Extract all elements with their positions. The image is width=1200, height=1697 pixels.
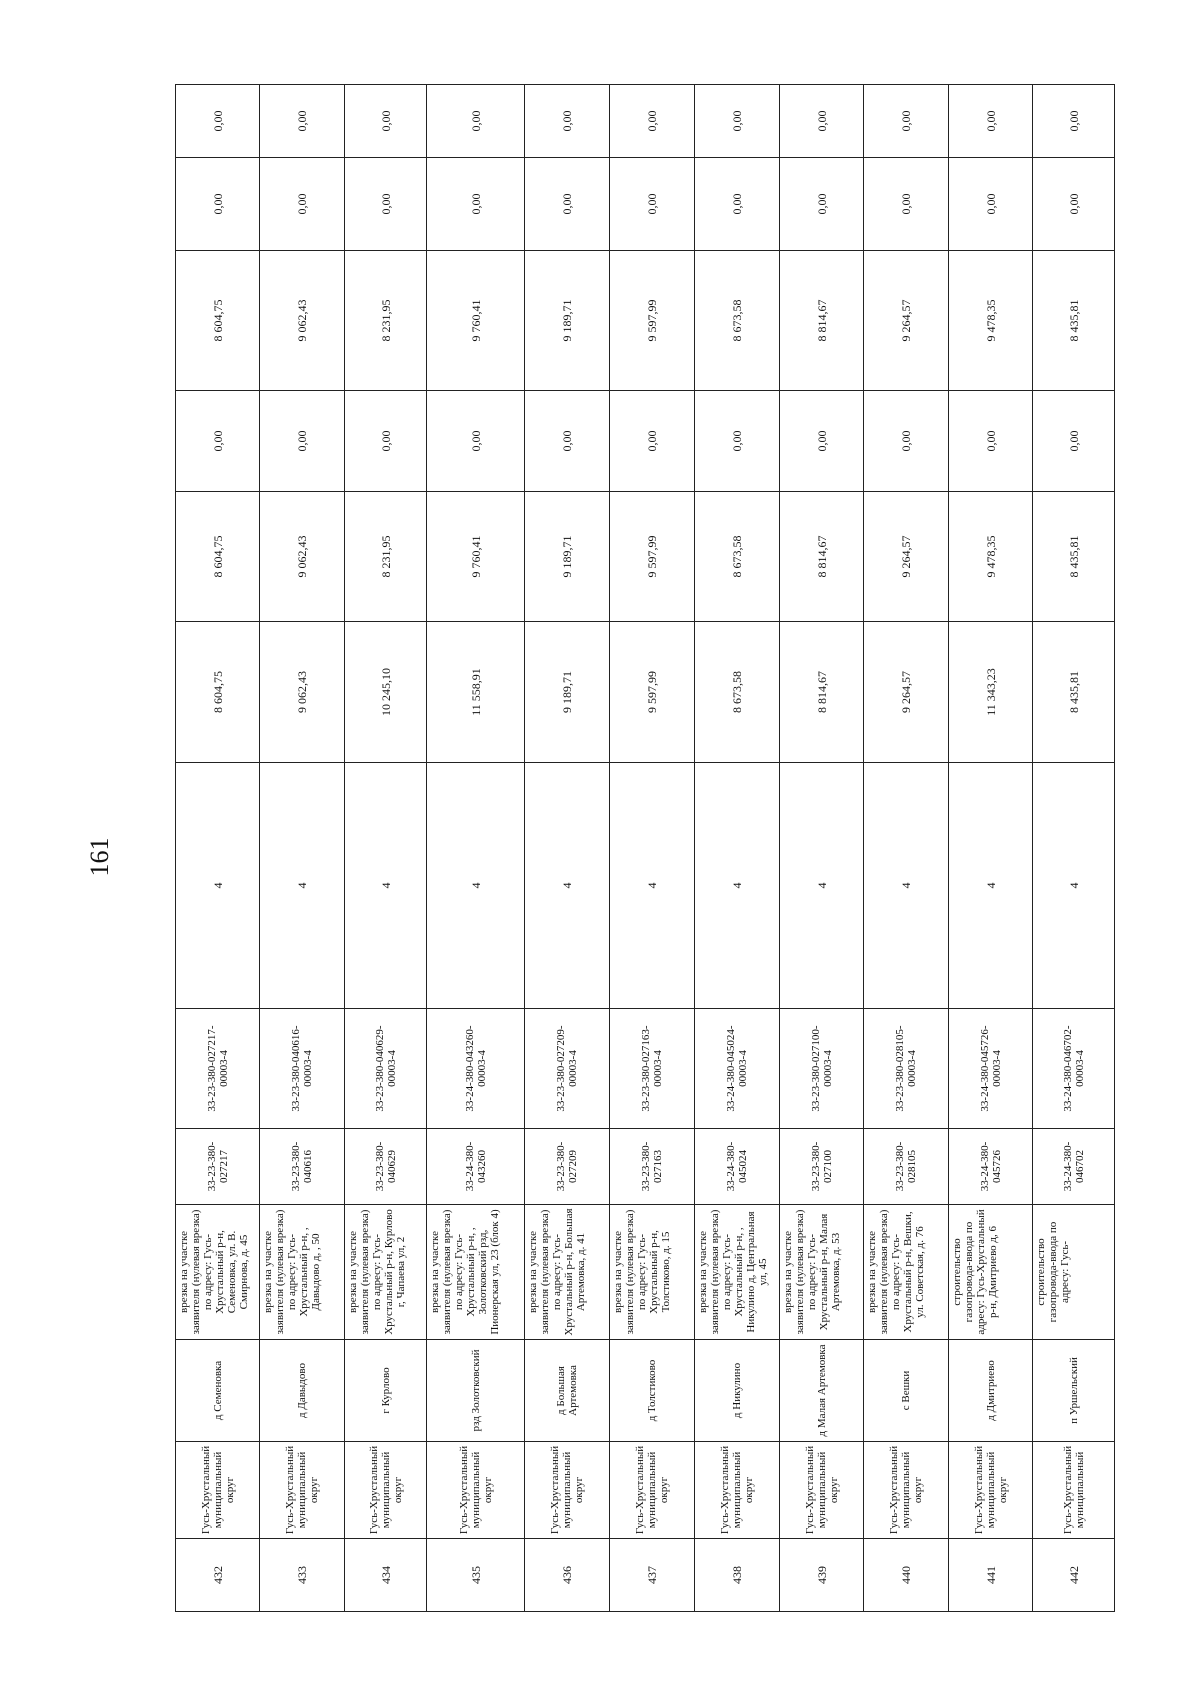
value-3-cell: 0,00: [864, 391, 949, 492]
value-1-cell: 11 558,91: [427, 622, 525, 763]
value-3-cell: 0,00: [176, 391, 260, 492]
object-id-cell: 33-23-380-027209: [525, 1129, 610, 1205]
category-cell: 4: [1033, 763, 1115, 1009]
value-6-cell: 0,00: [780, 85, 864, 158]
value-2-cell: 9 264,57: [864, 492, 949, 622]
description-cell: строительство газопровода-ввода по адресу: Гусь-Хрустальный р-н, Дмитриево д, 6: [949, 1205, 1033, 1340]
table-row: [176, 85, 260, 1612]
table-row: [610, 85, 695, 1612]
district-cell: Гусь-Хрустальный муниципальный округ: [949, 1442, 1033, 1539]
value-4-cell: 8 231,95: [345, 251, 427, 391]
code-cell: 33-23-380-027100-00003-4: [780, 1009, 864, 1129]
object-id-cell: 33-23-380-040616: [260, 1129, 345, 1205]
settlement-cell: д Большая Артемовка: [525, 1340, 610, 1442]
settlement-cell: д Дмитриево: [949, 1340, 1033, 1442]
value-3-cell: 0,00: [427, 391, 525, 492]
description-cell: врезка на участке заявителя (нулевая врезка) по адресу: Гусь-Хрустальный р-н, Вешки, ул. Советская, д. 76: [864, 1205, 949, 1340]
value-4-cell: 8 604,75: [176, 251, 260, 391]
district-cell: Гусь-Хрустальный муниципальный: [1033, 1442, 1115, 1539]
district-cell: Гусь-Хрустальный муниципальный округ: [260, 1442, 345, 1539]
value-2-cell: 8 673,58: [695, 492, 780, 622]
value-6-cell: 0,00: [949, 85, 1033, 158]
row-number: 437: [610, 1539, 695, 1612]
value-1-cell: 9 264,57: [864, 622, 949, 763]
object-id-cell: 33-23-380-028105: [864, 1129, 949, 1205]
code-cell: 33-24-380-045024-00003-4: [695, 1009, 780, 1129]
settlement-cell: д Семеновка: [176, 1340, 260, 1442]
code-cell: 33-24-380-043260-00003-4: [427, 1009, 525, 1129]
description-cell: врезка на участке заявителя (нулевая врезка) по адресу: Гусь-Хрустальный р-н, Большая Артемовка, д. 41: [525, 1205, 610, 1340]
description-cell: врезка на участке заявителя (нулевая врезка) по адресу: Гусь-Хрустальный р-н, , Никулино д, Центральная ул, 45: [695, 1205, 780, 1340]
value-5-cell: 0,00: [695, 158, 780, 251]
row-number: 432: [176, 1539, 260, 1612]
object-id-cell: 33-23-380-027163: [610, 1129, 695, 1205]
value-6-cell: 0,00: [176, 85, 260, 158]
value-6-cell: 0,00: [695, 85, 780, 158]
code-cell: 33-23-380-040629-00003-4: [345, 1009, 427, 1129]
value-2-cell: 9 062,43: [260, 492, 345, 622]
value-5-cell: 0,00: [345, 158, 427, 251]
row-number: 435: [427, 1539, 525, 1612]
district-cell: Гусь-Хрустальный муниципальный округ: [695, 1442, 780, 1539]
code-cell: 33-23-380-027163-00003-4: [610, 1009, 695, 1129]
value-3-cell: 0,00: [1033, 391, 1115, 492]
table-row: [525, 85, 610, 1612]
value-5-cell: 0,00: [610, 158, 695, 251]
object-id-cell: 33-23-380-027100: [780, 1129, 864, 1205]
description-cell: врезка на участке заявителя (нулевая врезка) по адресу: Гусь-Хрустальный р-н, Толстиково, д. 15: [610, 1205, 695, 1340]
value-5-cell: 0,00: [260, 158, 345, 251]
table-row: [427, 85, 525, 1612]
district-cell: Гусь-Хрустальный муниципальный округ: [176, 1442, 260, 1539]
table-row: [1033, 85, 1115, 1612]
row-number: 438: [695, 1539, 780, 1612]
value-2-cell: 8 604,75: [176, 492, 260, 622]
table-row: [949, 85, 1033, 1612]
category-cell: 4: [176, 763, 260, 1009]
value-1-cell: 8 814,67: [780, 622, 864, 763]
district-cell: Гусь-Хрустальный муниципальный округ: [345, 1442, 427, 1539]
object-id-cell: 33-24-380-046702: [1033, 1129, 1115, 1205]
value-3-cell: 0,00: [260, 391, 345, 492]
settlement-cell: д Никулино: [695, 1340, 780, 1442]
value-3-cell: 0,00: [949, 391, 1033, 492]
table-body: [176, 85, 1115, 1612]
table-row: [864, 85, 949, 1612]
value-5-cell: 0,00: [176, 158, 260, 251]
value-1-cell: 11 343,23: [949, 622, 1033, 763]
value-3-cell: 0,00: [525, 391, 610, 492]
row-number: 442: [1033, 1539, 1115, 1612]
category-cell: 4: [525, 763, 610, 1009]
category-cell: 4: [427, 763, 525, 1009]
value-5-cell: 0,00: [1033, 158, 1115, 251]
settlement-cell: п Уршельский: [1033, 1340, 1115, 1442]
value-4-cell: 9 189,71: [525, 251, 610, 391]
district-cell: Гусь-Хрустальный муниципальный округ: [610, 1442, 695, 1539]
district-cell: Гусь-Хрустальный муниципальный округ: [525, 1442, 610, 1539]
object-id-cell: 33-23-380-027217: [176, 1129, 260, 1205]
value-4-cell: 8 814,67: [780, 251, 864, 391]
settlement-cell: г Курлово: [345, 1340, 427, 1442]
value-2-cell: 9 597,99: [610, 492, 695, 622]
value-4-cell: 9 478,35: [949, 251, 1033, 391]
value-6-cell: 0,00: [345, 85, 427, 158]
table-row: [260, 85, 345, 1612]
value-3-cell: 0,00: [695, 391, 780, 492]
category-cell: 4: [780, 763, 864, 1009]
value-2-cell: 8 231,95: [345, 492, 427, 622]
value-1-cell: 8 435,81: [1033, 622, 1115, 763]
value-1-cell: 9 597,99: [610, 622, 695, 763]
value-2-cell: 9 189,71: [525, 492, 610, 622]
category-cell: 4: [695, 763, 780, 1009]
settlement-cell: с Вешки: [864, 1340, 949, 1442]
code-cell: 33-23-380-027209-00003-4: [525, 1009, 610, 1129]
value-2-cell: 8 435,81: [1033, 492, 1115, 622]
object-id-cell: 33-24-380-045024: [695, 1129, 780, 1205]
settlement-cell: д Давыдово: [260, 1340, 345, 1442]
data-table: [175, 84, 1115, 1612]
object-id-cell: 33-24-380-045726: [949, 1129, 1033, 1205]
code-cell: 33-24-380-045726-00003-4: [949, 1009, 1033, 1129]
code-cell: 33-24-380-046702-00003-4: [1033, 1009, 1115, 1129]
description-cell: строительство газопровода-ввода по адресу: Гусь-: [1033, 1205, 1115, 1340]
object-id-cell: 33-23-380-040629: [345, 1129, 427, 1205]
settlement-cell: рзд Золотковский: [427, 1340, 525, 1442]
row-number: 434: [345, 1539, 427, 1612]
row-number: 433: [260, 1539, 345, 1612]
code-cell: 33-23-380-028105-00003-4: [864, 1009, 949, 1129]
code-cell: 33-23-380-027217-00003-4: [176, 1009, 260, 1129]
value-5-cell: 0,00: [525, 158, 610, 251]
category-cell: 4: [949, 763, 1033, 1009]
value-6-cell: 0,00: [864, 85, 949, 158]
settlement-cell: д Малая Артемовка: [780, 1340, 864, 1442]
settlement-cell: д Толстиково: [610, 1340, 695, 1442]
value-1-cell: 9 062,43: [260, 622, 345, 763]
value-5-cell: 0,00: [864, 158, 949, 251]
value-6-cell: 0,00: [1033, 85, 1115, 158]
district-cell: Гусь-Хрустальный муниципальный округ: [864, 1442, 949, 1539]
category-cell: 4: [864, 763, 949, 1009]
value-4-cell: 8 435,81: [1033, 251, 1115, 391]
description-cell: врезка на участке заявителя (нулевая врезка) по адресу: Гусь-Хрустальный р-н, , Давыдово д, , 50: [260, 1205, 345, 1340]
category-cell: 4: [610, 763, 695, 1009]
row-number: 440: [864, 1539, 949, 1612]
description-cell: врезка на участке заявителя (нулевая врезка) по адресу: Гусь-Хрустальный р-н, Курлово г, Чапаева ул, 2: [345, 1205, 427, 1340]
description-cell: врезка на участке заявителя (нулевая врезка) по адресу: Гусь-Хрустальный р-н, , Золотковский рзд, Пионерская ул, 23 (блок 4): [427, 1205, 525, 1340]
value-4-cell: 9 264,57: [864, 251, 949, 391]
table-row: [345, 85, 427, 1612]
table-row: [695, 85, 780, 1612]
value-4-cell: 9 597,99: [610, 251, 695, 391]
value-5-cell: 0,00: [949, 158, 1033, 251]
value-3-cell: 0,00: [780, 391, 864, 492]
value-2-cell: 8 814,67: [780, 492, 864, 622]
district-cell: Гусь-Хрустальный муниципальный округ: [427, 1442, 525, 1539]
value-1-cell: 10 245,10: [345, 622, 427, 763]
rotated-table-container: [175, 85, 1115, 1612]
value-2-cell: 9 760,41: [427, 492, 525, 622]
value-4-cell: 9 760,41: [427, 251, 525, 391]
value-1-cell: 9 189,71: [525, 622, 610, 763]
value-6-cell: 0,00: [610, 85, 695, 158]
value-4-cell: 8 673,58: [695, 251, 780, 391]
value-1-cell: 8 604,75: [176, 622, 260, 763]
value-6-cell: 0,00: [525, 85, 610, 158]
value-6-cell: 0,00: [260, 85, 345, 158]
value-5-cell: 0,00: [780, 158, 864, 251]
category-cell: 4: [260, 763, 345, 1009]
value-4-cell: 9 062,43: [260, 251, 345, 391]
value-3-cell: 0,00: [345, 391, 427, 492]
value-1-cell: 8 673,58: [695, 622, 780, 763]
code-cell: 33-23-380-040616-00003-4: [260, 1009, 345, 1129]
table-row: [780, 85, 864, 1612]
district-cell: Гусь-Хрустальный муниципальный округ: [780, 1442, 864, 1539]
value-2-cell: 9 478,35: [949, 492, 1033, 622]
category-cell: 4: [345, 763, 427, 1009]
row-number: 441: [949, 1539, 1033, 1612]
page-number: 161: [85, 837, 114, 877]
description-cell: врезка на участке заявителя (нулевая врезка) по адресу: Гусь-Хрустальный р-н, Малая Артемовка, д. 53: [780, 1205, 864, 1340]
description-cell: врезка на участке заявителя (нулевая врезка) по адресу: Гусь-Хрустальный р-н, Семеновка, ул. В. Смирнова, д. 45: [176, 1205, 260, 1340]
value-5-cell: 0,00: [427, 158, 525, 251]
value-3-cell: 0,00: [610, 391, 695, 492]
row-number: 436: [525, 1539, 610, 1612]
value-6-cell: 0,00: [427, 85, 525, 158]
row-number: 439: [780, 1539, 864, 1612]
object-id-cell: 33-24-380-043260: [427, 1129, 525, 1205]
